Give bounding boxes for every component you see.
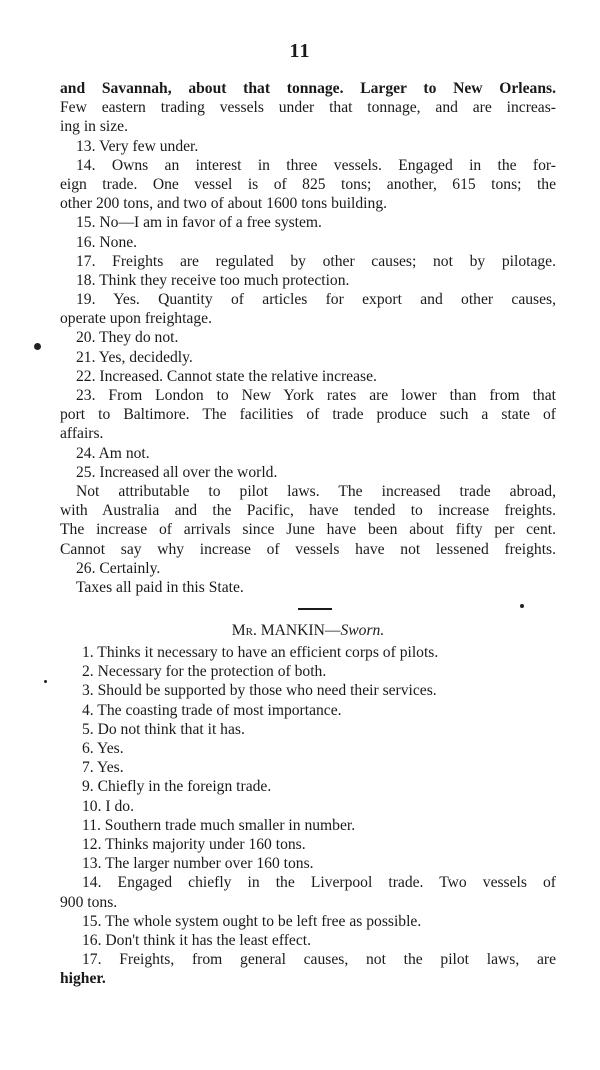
answer-6: 6. Yes. xyxy=(82,740,124,757)
section-divider xyxy=(60,597,556,619)
heading-dash: — xyxy=(324,622,341,640)
text-line: other 200 tons, and two of about 1600 tons building. xyxy=(60,195,388,213)
answer-15b: 15. The whole system ought to be left free as possible. xyxy=(82,912,422,930)
text-line: higher. xyxy=(60,970,106,988)
answer-22: 22. Increased. Cannot state the relative increase. xyxy=(76,367,377,385)
text-line: port to Baltimore. The facilities of trade produce such a state of xyxy=(60,406,556,424)
answer-17b: 17. Freights, from general causes, not the pilot laws, are xyxy=(82,951,556,969)
answer-7: 7. Yes. xyxy=(82,759,124,777)
text-line: with Australia and the Pacific, have tended to increase freights. xyxy=(60,502,556,520)
answer-9: 9. Chiefly in the foreign trade. xyxy=(82,778,272,796)
text-line: eign trade. One vessel is of 825 tons; another, 615 tons; the xyxy=(60,175,556,193)
text-line: Cannot say why increase of vessels have not lessened freights. xyxy=(60,540,556,558)
answer-14: 14. Owns an interest in three vessels. Engaged in the for- xyxy=(76,156,556,174)
answer-16: 16. None. xyxy=(76,233,138,251)
answer-20: 20. They do not. xyxy=(76,329,179,347)
page-body xyxy=(60,79,556,988)
heading-sworn: Sworn. xyxy=(340,622,385,640)
text-line: ing in size. xyxy=(60,118,128,136)
answer-16b: 16. Don't think it has the least effect. xyxy=(82,931,312,949)
text-line: operate upon freightage. xyxy=(60,310,212,328)
text-line: 900 tons. xyxy=(60,893,118,911)
answer-2: 2. Necessary for the protection of both. xyxy=(82,663,327,681)
answer-5: 5. Do not think that it has. xyxy=(82,720,245,738)
answer-21: 21. Yes, decidedly. xyxy=(76,348,193,366)
answer-19: 19. Yes. Quantity of articles for export and other causes, xyxy=(76,291,556,309)
text-line: Not attributable to pilot laws. The increased trade abroad, xyxy=(76,482,556,500)
page-number: 11 xyxy=(289,40,311,62)
heading-name: Mr. MANKIN xyxy=(231,622,325,640)
answer-4: 4. The coasting trade of most importance. xyxy=(82,701,342,719)
divider-rule xyxy=(298,608,332,610)
answer-25: 25. Increased all over the world. xyxy=(76,463,278,481)
ink-speck xyxy=(520,604,524,608)
answer-18: 18. Think they receive too much protection. xyxy=(76,271,350,289)
answer-11: 11. Southern trade much smaller in number. xyxy=(82,816,356,834)
text-line: affairs. xyxy=(60,425,104,443)
ink-speck xyxy=(34,343,41,350)
answer-24: 24. Am not. xyxy=(76,444,150,462)
answer-15: 15. No—I am in favor of a free system. xyxy=(76,214,322,232)
answer-10: 10. I do. xyxy=(82,797,134,815)
answer-12: 12. Thinks majority under 160 tons. xyxy=(82,835,306,853)
answer-13b: 13. The larger number over 160 tons. xyxy=(82,855,314,873)
text-line: Few eastern trading vessels under that tonnage, and are increas- xyxy=(60,99,556,117)
ink-speck xyxy=(44,680,47,683)
answer-23: 23. From London to New York rates are lower than from that xyxy=(76,387,556,404)
section-heading xyxy=(60,619,556,641)
answer-13: 13. Very few under. xyxy=(76,137,199,155)
answer-17: 17. Freights are regulated by other causes; not by pilotage. xyxy=(76,252,556,270)
answer-14b: 14. Engaged chiefly in the Liverpool trade. Two vessels of xyxy=(82,874,556,892)
text-line: and Savannah, about that tonnage. Larger to New Orleans. xyxy=(60,80,556,97)
text-line: Taxes all paid in this State. xyxy=(76,578,244,596)
text-line: The increase of arrivals since June have been about fifty per cent. xyxy=(60,521,556,539)
answer-1: 1. Thinks it necessary to have an efficient corps of pilots. xyxy=(82,644,439,662)
answer-3: 3. Should be supported by those who need their services. xyxy=(82,682,437,700)
answer-26: 26. Certainly. xyxy=(76,559,161,577)
